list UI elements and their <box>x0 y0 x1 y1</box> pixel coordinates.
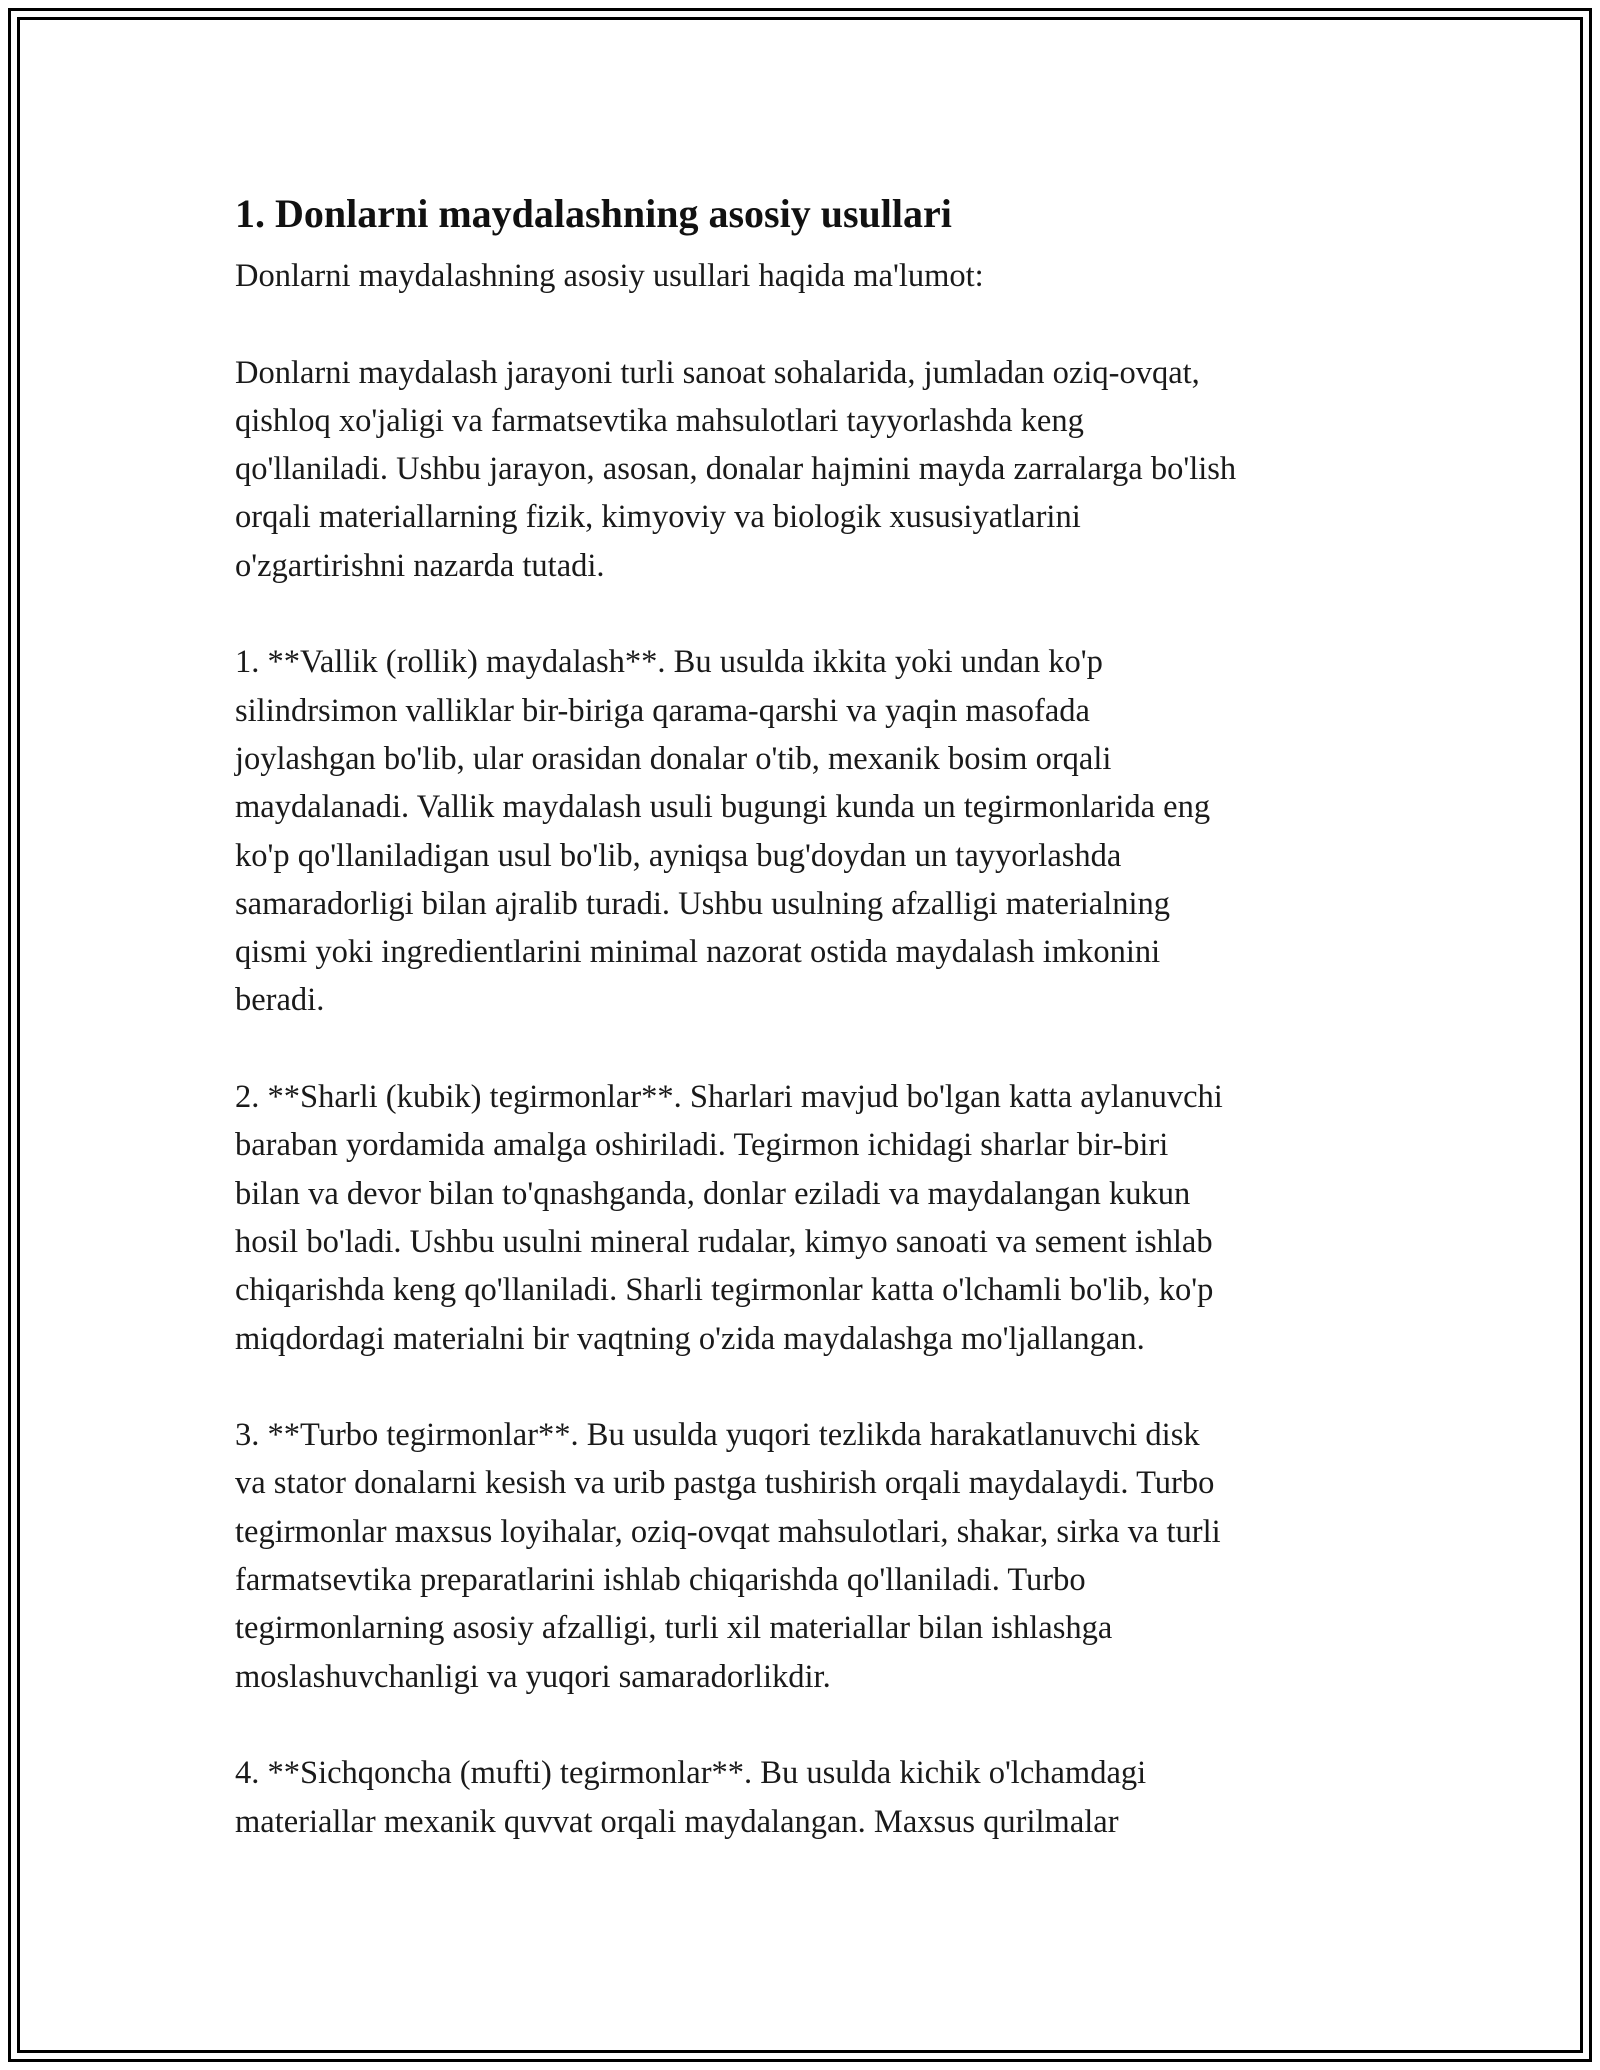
text-line: samaradorligi bilan ajralib turadi. Ushbu usulning afzalligi materialning <box>235 885 1171 922</box>
text-line: maydalanadi. Vallik maydalash usuli bugungi kunda un tegirmonlarida eng <box>235 789 1211 826</box>
text-line: chiqarishda keng qo'llaniladi. Sharli tegirmonlar katta o'lchamli bo'lib, ko'p <box>235 1272 1214 1309</box>
text-line: qismi yoki ingredientlarini minimal nazorat ostida maydalash imkonini <box>235 934 1161 971</box>
intro-line: Donlarni maydalashning asosiy usullari haqida ma'lumot: <box>235 258 984 294</box>
text-line: 4. **Sichqoncha (mufti) tegirmonlar**. Bu usulda kichik o'lchamdagi <box>235 1755 1147 1792</box>
text-line: hosil bo'ladi. Ushbu usulni mineral rudalar, kimyo sanoati va sement ishlab <box>235 1223 1213 1260</box>
text-line: qo'llaniladi. Ushbu jarayon, asosan, donalar hajmini mayda zarralarga bo'lish <box>235 451 1237 488</box>
text-line: va stator donalarni kesish va urib pastga tushirish orqali maydalaydi. Turbo <box>235 1465 1215 1502</box>
paragraph-method-3 <box>235 1411 1395 1701</box>
text-line: silindrsimon valliklar bir-biriga qarama-qarshi va yaqin masofada <box>235 692 1090 729</box>
text-line: bilan va devor bilan to'qnashganda, donlar eziladi va maydalangan kukun <box>235 1175 1191 1212</box>
text-line: moslashuvchanligi va yuqori samaradorlikdir. <box>235 1658 831 1695</box>
document-title: 1. Donlarni maydalashning asosiy usullari <box>235 191 952 236</box>
text-line: qishloq xo'jaligi va farmatsevtika mahsulotlari tayyorlashda keng <box>235 402 1084 439</box>
text-line: tegirmonlarning asosiy afzalligi, turli xil materiallar bilan ishlashga <box>235 1610 1113 1647</box>
text-line: farmatsevtika preparatlarini ishlab chiqarishda qo'llaniladi. Turbo <box>235 1562 1086 1599</box>
text-line: o'zgartirishni nazarda tutadi. <box>235 547 605 584</box>
text-line: beradi. <box>235 982 325 1019</box>
text-line: Donlarni maydalash jarayoni turli sanoat sohalarida, jumladan oziq-ovqat, <box>235 354 1200 391</box>
text-line: joylashgan bo'lib, ular orasidan donalar o'tib, mexanik bosim orqali <box>235 740 1112 777</box>
text-line: 2. **Sharli (kubik) tegirmonlar**. Sharlari mavjud bo'lgan katta aylanuvchi <box>235 1079 1223 1116</box>
text-line: orqali materiallarning fizik, kimyoviy va biologik xususiyatlarini <box>235 499 1081 536</box>
paragraph-method-1 <box>235 638 1395 1024</box>
text-line: ko'p qo'llaniladigan usul bo'lib, ayniqsa bug'doydan un tayyorlashda <box>235 837 1122 874</box>
document-body <box>235 184 1395 1846</box>
text-line: baraban yordamida amalga oshiriladi. Tegirmon ichidagi sharlar bir-biri <box>235 1127 1169 1164</box>
text-line: miqdordagi materialni bir vaqtning o'zida maydalashga mo'ljallangan. <box>235 1320 1145 1357</box>
text-line: 3. **Turbo tegirmonlar**. Bu usulda yuqori tezlikda harakatlanuvchi disk <box>235 1417 1200 1454</box>
paragraph-overview <box>235 349 1395 590</box>
paragraph-method-4 <box>235 1749 1395 1846</box>
text-line: materiallar mexanik quvvat orqali maydalangan. Maxsus qurilmalar <box>235 1803 1119 1840</box>
text-line: 1. **Vallik (rollik) maydalash**. Bu usulda ikkita yoki undan ko'p <box>235 644 1103 681</box>
paragraph-method-2 <box>235 1073 1395 1363</box>
text-line: tegirmonlar maxsus loyihalar, oziq-ovqat mahsulotlari, shakar, sirka va turli <box>235 1513 1221 1550</box>
